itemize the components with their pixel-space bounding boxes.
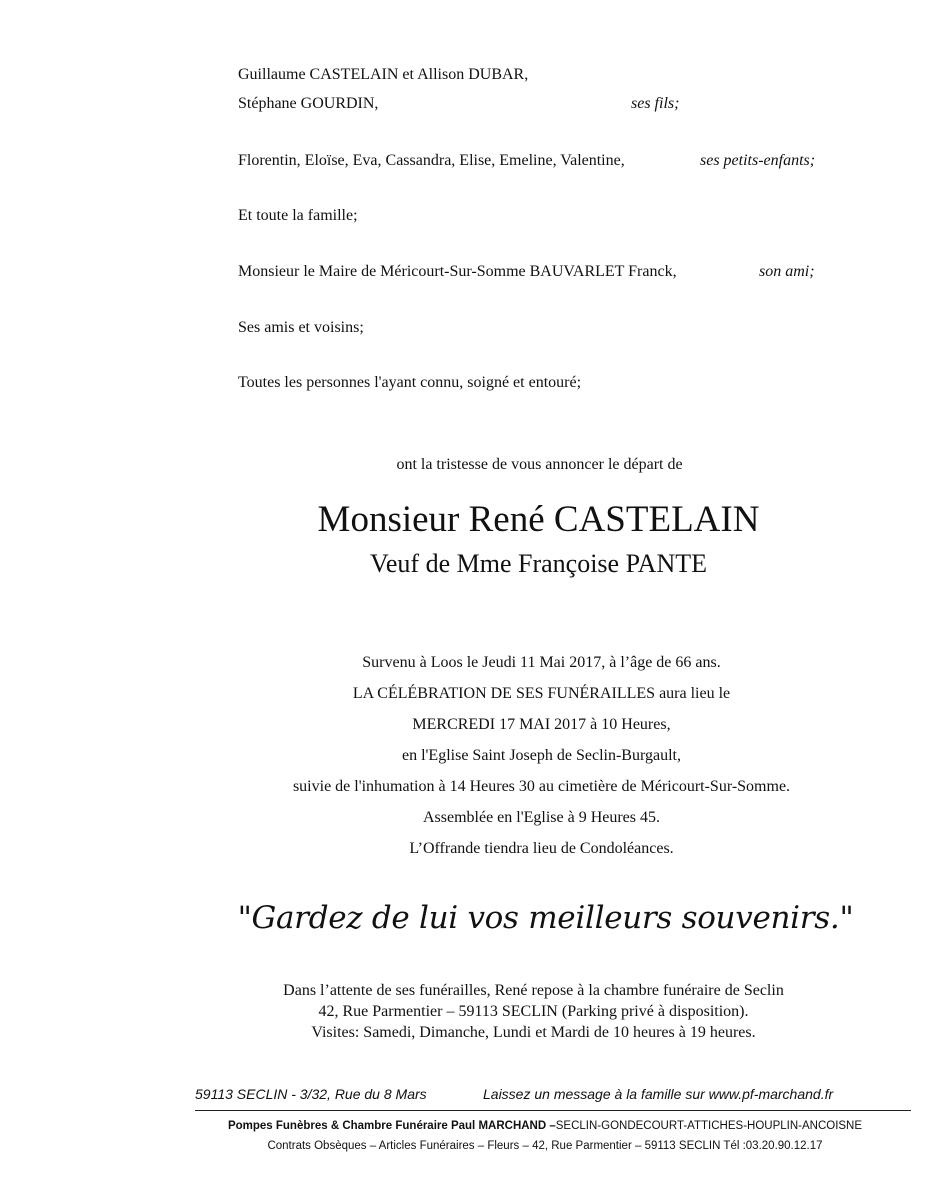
- company-name: Pompes Funèbres & Chambre Funéraire Paul MARCHAND –: [227, 1120, 556, 1132]
- detail-line: Survenu à Loos le Jeudi 11 Mai 2017, à l’âge de 66 ans.: [362, 654, 721, 671]
- detail-line: suivie de l'inhumation à 14 Heures 30 au cimetière de Méricourt-Sur-Somme.: [292, 778, 791, 795]
- footer-message: Laissez un message à la famille sur www.pf-marchand.fr: [483, 1086, 834, 1102]
- detail-line: en l'Eglise Saint Joseph de Seclin-Burgault,: [402, 747, 681, 764]
- sons-line-1: Guillaume CASTELAIN et Allison DUBAR,: [238, 66, 529, 83]
- repose-line: Dans l’attente de ses funérailles, René repose à la chambre funéraire de Seclin: [283, 982, 784, 999]
- repose-line: 42, Rue Parmentier – 59113 SECLIN (Parking privé à disposition).: [318, 1003, 749, 1020]
- memorial-quote: "Gardez de lui vos meilleurs souvenirs.": [237, 900, 854, 936]
- detail-line: MERCREDI 17 MAI 2017 à 10 Heures,: [412, 716, 671, 733]
- footer-address: 59113 SECLIN - 3/32, Rue du 8 Mars: [195, 1086, 427, 1102]
- detail-line: LA CÉLÉBRATION DE SES FUNÉRAILLES aura lieu le: [352, 685, 731, 702]
- neighbors-line: Ses amis et voisins;: [238, 319, 364, 336]
- contact-line: Contrats Obsèques – Articles Funéraires – Fleurs – 42, Rue Parmentier – 59113 SECLIN Tél :03.20.90.12.17: [267, 1140, 823, 1152]
- sons-line-2: Stéphane GOURDIN,: [238, 95, 379, 112]
- friend-label: son ami;: [759, 263, 815, 280]
- grandchildren-label: ses petits-enfants;: [700, 152, 816, 169]
- friend-line: Monsieur le Maire de Méricourt-Sur-Somme BAUVARLET Franck,: [238, 263, 677, 280]
- company-line: [0, 1120, 947, 1132]
- footer-divider: [195, 1110, 911, 1111]
- announcement-intro: ont la tristesse de vous annoncer le départ de: [396, 456, 683, 473]
- grandchildren-line: Florentin, Eloïse, Eva, Cassandra, Elise, Emeline, Valentine,: [238, 152, 625, 169]
- others-line: Toutes les personnes l'ayant connu, soigné et entouré;: [238, 374, 582, 391]
- detail-line: L’Offrande tiendra lieu de Condoléances.: [409, 840, 674, 857]
- company-locations: SECLIN-GONDECOURT-ATTICHES-HOUPLIN-ANCOISNE: [555, 1120, 863, 1132]
- family-line: Et toute la famille;: [238, 207, 358, 224]
- spouse-line: Veuf de Mme Françoise PANTE: [370, 549, 707, 578]
- deceased-name: Monsieur René CASTELAIN: [317, 499, 760, 540]
- repose-line: Visites: Samedi, Dimanche, Lundi et Mardi de 10 heures à 19 heures.: [311, 1024, 756, 1041]
- detail-line: Assemblée en l'Eglise à 9 Heures 45.: [422, 809, 661, 826]
- sons-label: ses fils;: [631, 95, 680, 112]
